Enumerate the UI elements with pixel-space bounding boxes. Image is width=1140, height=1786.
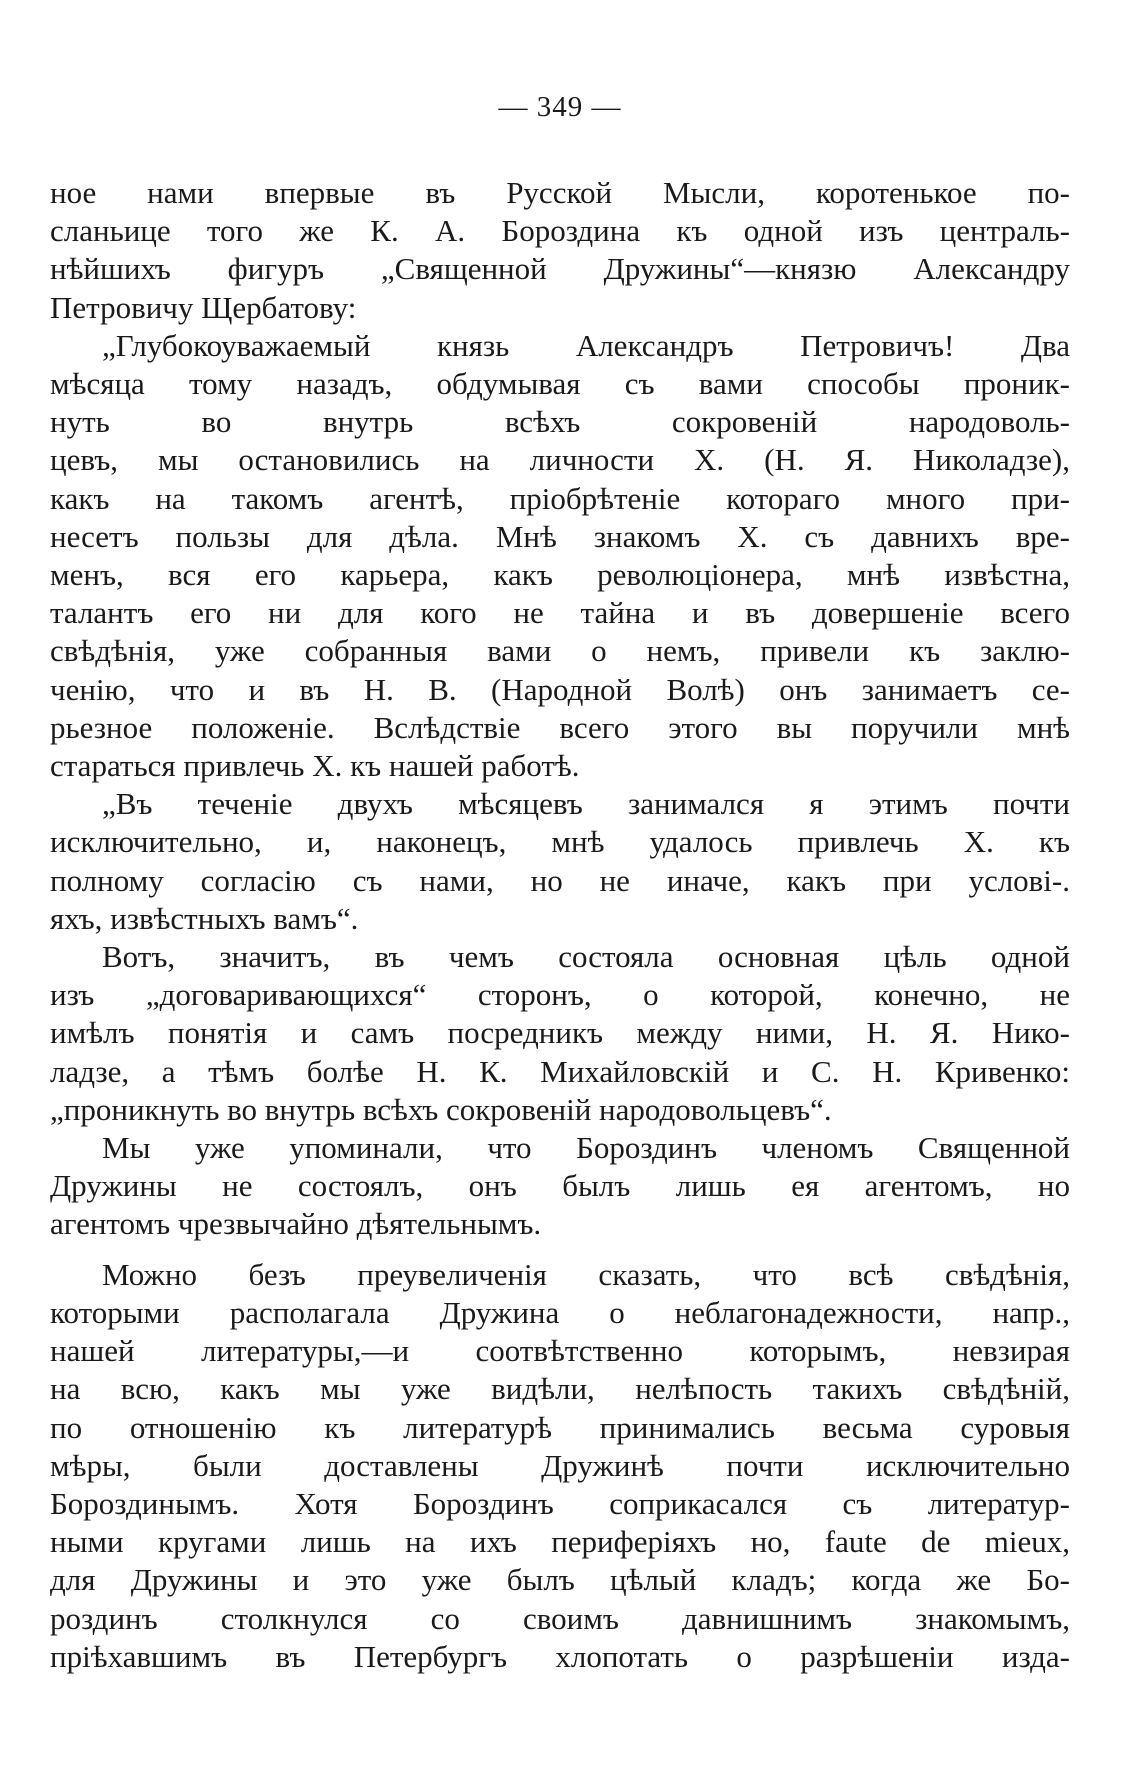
text-line: которыми располагала Дружина о неблагонадежности, напр., [50,1294,1070,1330]
text-line: „проникнуть во внутрь всѣхъ сокровеній народовольцевъ“. [50,1091,832,1127]
paragraph-5 [50,1129,1070,1244]
text-line: полному согласію съ нами, но не иначе, какъ при услові-. [50,862,1070,898]
text-line: какъ на такомъ агентѣ, пріобрѣтеніе котораго много при- [50,480,1070,516]
text-line: Мы уже упоминали, что Бороздинъ членомъ Священной [102,1130,1070,1166]
text-line: талантъ его ни для кого не тайна и въ довершеніе всего [50,595,1070,631]
text-line: менъ, вся его карьера, какъ революціонера, мнѣ извѣстна, [50,557,1070,593]
text-line: „Въ теченіе двухъ мѣсяцевъ занимался я этимъ почти [102,786,1070,822]
text-line: яхъ, извѣстныхъ вамъ“. [50,900,359,936]
text-line: ладзе, а тѣмъ болѣе Н. К. Михайловскій и С. Н. Кривенко: [50,1053,1070,1089]
text-line: Можно безъ преувеличенія сказать, что всѣ свѣдѣнія, [102,1256,1070,1292]
text-line: по отношенію къ литературѣ принимались весьма суровыя [50,1409,1070,1445]
text-line: ченію, что и въ Н. В. (Народной Волѣ) онъ занимаетъ се- [50,671,1070,707]
text-line: „Глубокоуважаемый князь Александръ Петровичъ! Два [102,327,1070,363]
text-line: Петровичу Щербатову: [50,289,357,325]
text-line: нѣйшихъ фигуръ „Священной Дружины“—князю Александру [50,251,1070,287]
paragraph-6 [50,1256,1070,1676]
text-line: нуть во внутрь всѣхъ сокровеній народоволь- [50,404,1070,440]
text-line: Вотъ, значитъ, въ чемъ состояла основная цѣль одной [102,939,1070,975]
paragraph-2-letter-quote [50,327,1070,785]
book-page [50,90,1070,1676]
paragraph-4 [50,938,1070,1129]
text-line: Дружины не состоялъ, онъ былъ лишь ея агентомъ, но [50,1168,1070,1204]
text-line: на всю, какъ мы уже видѣли, нелѣпость такихъ свѣдѣній, [50,1371,1070,1407]
text-line: нашей литературы,—и соотвѣтственно которымъ, невзирая [50,1333,1070,1369]
text-line: Бороздинымъ. Хотя Бороздинъ соприкасался съ литератур- [50,1485,1070,1521]
text-line: имѣлъ понятія и самъ посредникъ между ними, Н. Я. Нико- [50,1015,1070,1051]
text-line: агентомъ чрезвычайно дѣятельнымъ. [50,1206,542,1242]
text-line: исключительно, и, наконецъ, мнѣ удалось привлечь Х. къ [50,824,1070,860]
text-line: несетъ пользы для дѣла. Мнѣ знакомъ Х. съ давнихъ вре- [50,518,1070,554]
paragraph-1 [50,174,1070,327]
text-line: изъ „договаривающихся“ сторонъ, о которой, конечно, не [50,977,1070,1013]
text-line: свѣдѣнія, уже собранныя вами о немъ, привели къ заклю- [50,633,1070,669]
text-line: для Дружины и это уже былъ цѣлый кладъ; когда же Бо- [50,1562,1070,1598]
text-line: ное нами впервые въ Русской Мысли, коротенькое по- [50,175,1070,210]
text-line: сланьице того же К. А. Бороздина къ одной изъ централь- [50,213,1070,249]
page-number: — 349 — [498,91,622,123]
text-line: мѣры, были доставлены Дружинѣ почти исключительно [50,1447,1070,1483]
text-line: стараться привлечь Х. къ нашей работѣ. [50,748,580,784]
text-line: роздинъ столкнулся со своимъ давнишнимъ знакомымъ, [50,1600,1070,1636]
paragraph-3-letter-quote [50,785,1070,938]
text-line: рьезное положеніе. Вслѣдствіе всего этого вы поручили мнѣ [50,709,1070,745]
text-line: ными кругами лишь на ихъ периферіяхъ но, faute de mieux, [50,1524,1070,1560]
text-line: цевъ, мы остановились на личности Х. (Н. Я. Николадзе), [50,442,1070,478]
text-line: пріѣхавшимъ въ Петербургъ хлопотать о разрѣшеніи изда- [50,1638,1070,1674]
text-line: мѣсяца тому назадъ, обдумывая съ вами способы проник- [50,366,1070,402]
